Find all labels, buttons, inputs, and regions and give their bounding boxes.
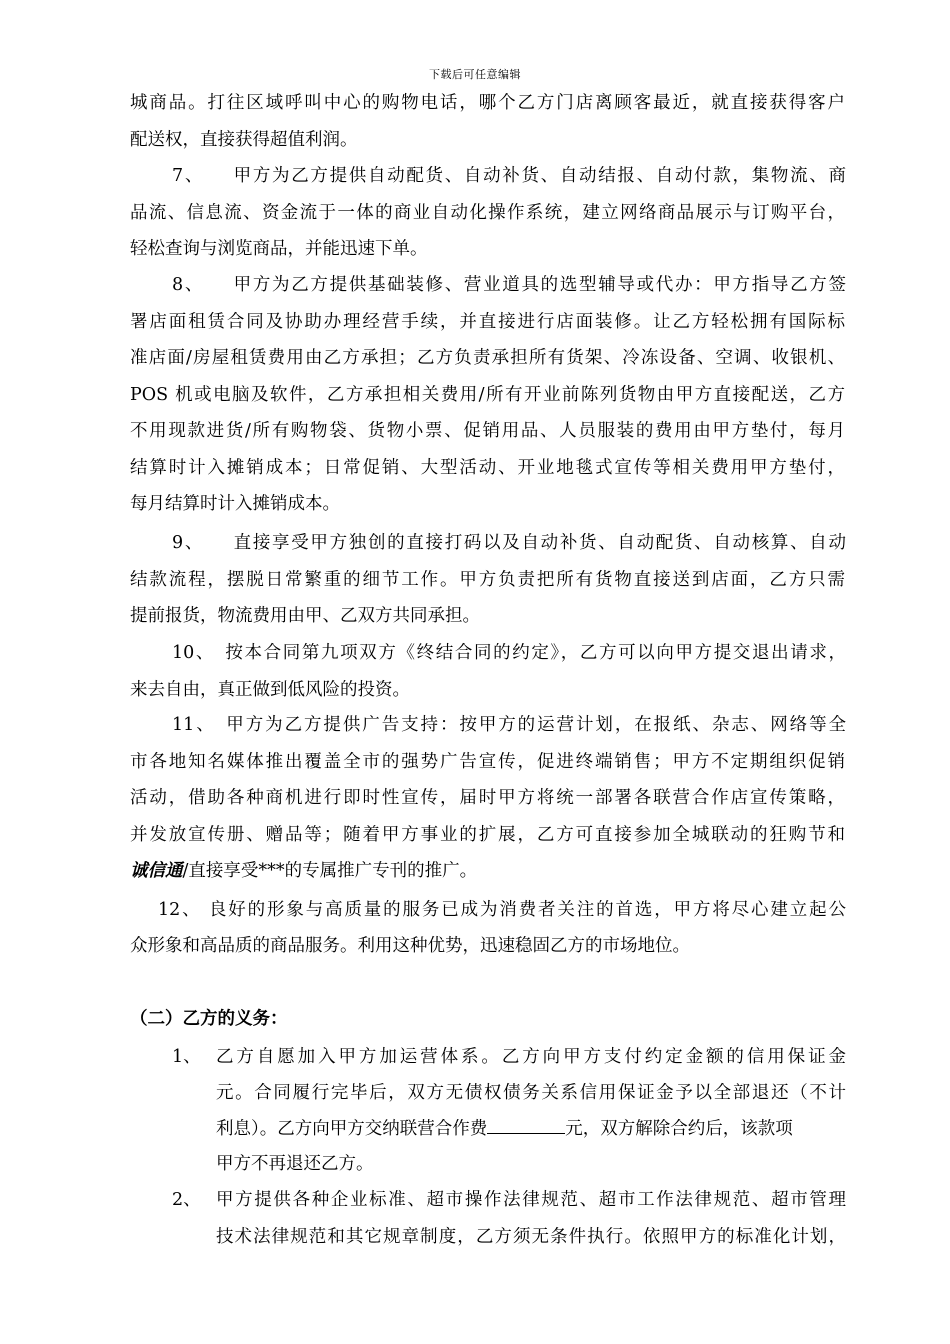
page-header: 下载后可任意编辑 [429,68,521,81]
body-line: POS 机或电脑及软件，乙方承担相关费用/所有开业前陈列货物由甲方直接配送，乙方 [130,385,845,405]
list-line: 乙方自愿加入甲方加运营体系。乙方向甲方支付约定金额的信用保证金 [216,1047,846,1067]
body-line: 9、 直接享受甲方独创的直接打码以及自动补货、自动配货、自动核算、自动 [172,533,846,553]
body-line: 每月结算时计入摊销成本。 [130,494,340,514]
body-line: 准店面/房屋租赁费用由乙方承担；乙方负责承担所有货架、冷冻设备、空调、收银机、 [130,348,845,368]
italic-term: 诚信通 [130,861,183,881]
body-text: /直接享受***的专属推广专刊的推广。 [182,861,478,881]
body-line: 署店面租赁合同及协助办理经营手续，并直接进行店面装修。让乙方轻松拥有国际标 [130,312,845,332]
list-line: 甲方提供各种企业标准、超市操作法律规范、超市工作法律规范、超市管理 [216,1190,846,1210]
list-line: 甲方不再退还乙方。 [216,1154,374,1174]
fill-in-blank [487,1115,565,1134]
list-number: 2、 [172,1190,201,1210]
body-line: 配送权，直接获得超值利润。 [130,130,358,150]
list-line: 技术法律规范和其它规章制度，乙方须无条件执行。依照甲方的标准化计划， [216,1227,846,1247]
body-line: 众形象和高品质的商品服务。利用这种优势，迅速稳固乙方的市场地位。 [130,936,690,956]
body-line: 并发放宣传册、赠品等；随着甲方事业的扩展，乙方可直接参加全城联动的狂购节和 [130,825,845,845]
body-line: 来去自由，真正做到低风险的投资。 [130,680,410,700]
body-line: 8、 甲方为乙方提供基础装修、营业道具的选型辅导或代办：甲方指导乙方签 [172,275,846,295]
body-line: 7、 甲方为乙方提供自动配货、自动补货、自动结报、自动付款，集物流、商 [172,166,846,186]
body-line: 11、 甲方为乙方提供广告支持：按甲方的运营计划，在报纸、杂志、网络等全 [172,715,846,735]
list-line-blank [216,1115,793,1142]
body-line: 提前报货，物流费用由甲、乙双方共同承担。 [130,606,480,626]
body-line: 轻松查询与浏览商品，并能迅速下单。 [130,239,428,259]
body-line: 不用现款进货/所有购物袋、货物小票、促销用品、人员服装的费用由甲方垫付，每月 [130,421,845,441]
body-line-mixed [130,858,477,884]
body-text: 利息）。乙方向甲方交纳联营合作费 [216,1119,488,1139]
body-text: 元，双方解除合约后，该款项 [565,1119,793,1139]
body-line: 结算时计入摊销成本；日常促销、大型活动、开业地毯式宣传等相关费用甲方垫付， [130,458,845,478]
body-line: 城商品。打往区域呼叫中心的购物电话，哪个乙方门店离顾客最近，就直接获得客户 [130,93,845,113]
list-line: 元。合同履行完毕后，双方无债权债务关系信用保证金予以全部退还（不计 [216,1083,846,1103]
body-line: 市各地知名媒体推出覆盖全市的强势广告宣传，促进终端销售；甲方不定期组织促销 [130,752,845,772]
body-line: 活动，借助各种商机进行即时性宣传，届时甲方将统一部署各联营合作店宣传策略， [130,788,845,808]
body-line: 12、 良好的形象与高质量的服务已成为消费者关注的首选，甲方将尽心建立起公 [158,900,846,920]
section-heading: （二）乙方的义务： [130,1009,288,1029]
body-line: 10、 按本合同第九项双方《终结合同的约定》，乙方可以向甲方提交退出请求， [172,643,846,663]
list-number: 1、 [172,1047,201,1067]
body-line: 品流、信息流、资金流于一体的商业自动化操作系统，建立网络商品展示与订购平台， [130,203,845,223]
body-line: 结款流程，摆脱日常繁重的细节工作。甲方负责把所有货物直接送到店面，乙方只需 [130,570,845,590]
